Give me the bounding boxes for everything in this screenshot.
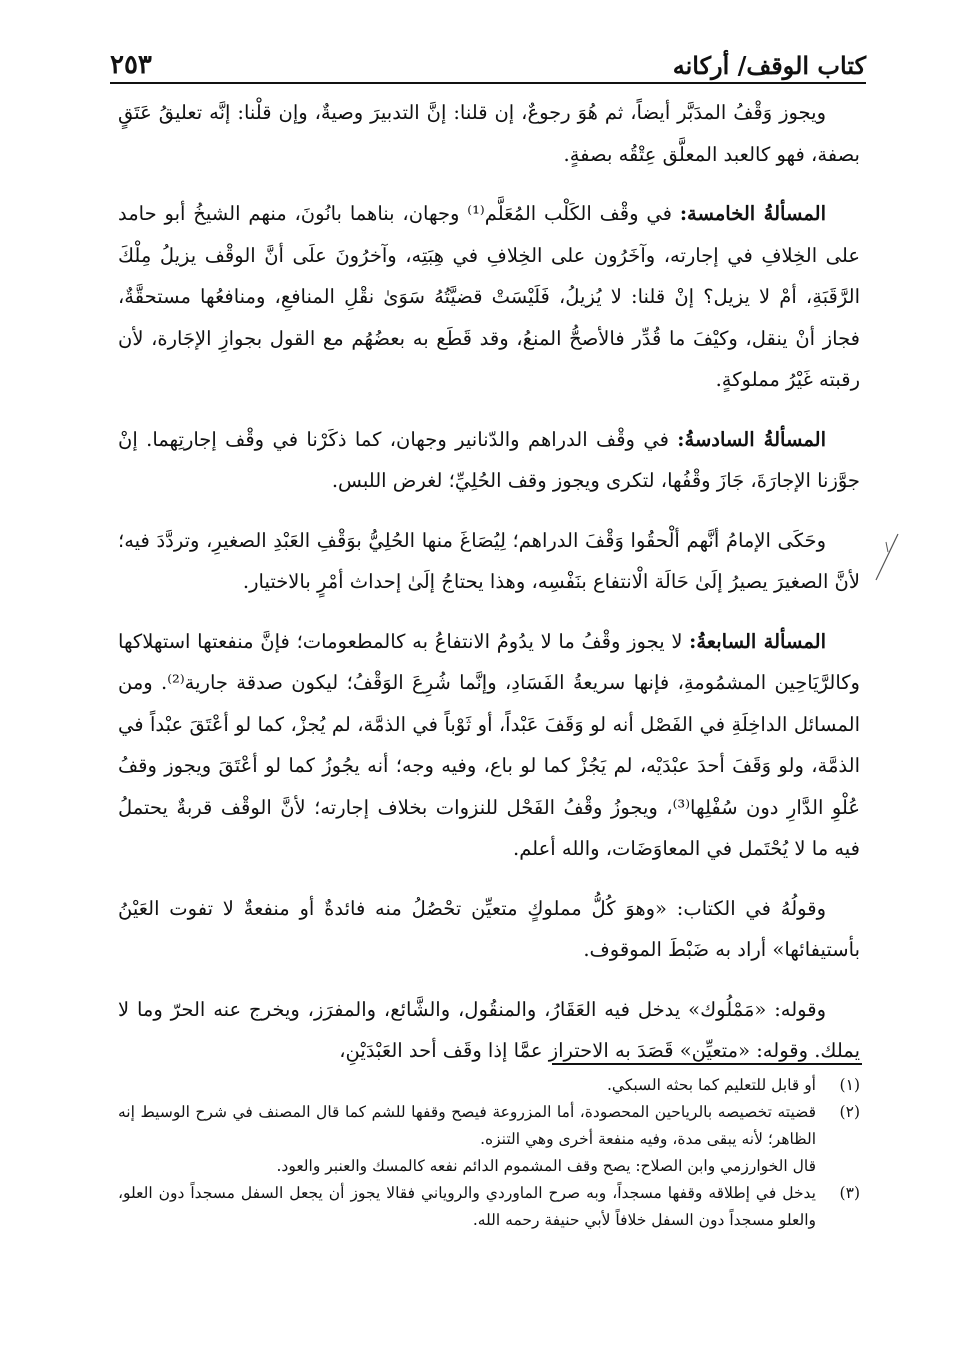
footnote-text	[118, 1072, 816, 1099]
running-title: كتاب الوقف/ أركانه	[672, 51, 866, 80]
footnote-text	[118, 1099, 816, 1180]
footnote-line: يدخل في إطلاقه وقفها مسجداً، وبه صرح الماوردي والروياني فقالا يجوز أن يجعل السفل مسجداً دون العلو، والعلو مسجداً دون السفل خلافاً لأبي حنيفة رحمه الله.	[118, 1184, 816, 1229]
footnote-separator	[552, 1063, 862, 1065]
footnote-number: (١)	[839, 1076, 860, 1094]
footnotes	[118, 1072, 860, 1234]
paragraph-book-quote	[118, 888, 860, 971]
margin-pencil-mark	[872, 532, 902, 582]
page-number: ٢٥٣	[110, 50, 152, 80]
paragraph-mudabbar	[118, 92, 860, 175]
paragraph-text: وقولُهُ في الكتاب: «وهوَ كُلُّ مملوكٍ متعيِّن تحْصُلُ منه فائدةٌ أو منفعةٌ لا تفوت العَيْنُ بأستيفائها» أراد به ضَبْطَ الموقوف.	[118, 896, 860, 961]
footnote-1	[118, 1072, 860, 1099]
footnote-3	[118, 1180, 860, 1234]
header-rule	[110, 82, 866, 84]
paragraph-issue-six	[118, 419, 860, 502]
page-header	[110, 30, 866, 80]
paragraph-text: وقوله: «مَمْلُوك» يدخل فيه العَقَارُ، والمنقُول، والشَّائع، والمفرَز، ويخرج عنه الحرّ وما لا يملك. وقوله: «متعيِّن» قَصَدَ به الاحتراز عمَّا إذا وقَف أحد العَبْدَيْنِ،	[118, 997, 860, 1062]
paragraph-lead: المسألةُ السادسةُ:	[677, 427, 827, 451]
paragraph-lead: المسألة السابعةُ:	[689, 629, 826, 653]
footnote-number: (٣)	[839, 1184, 860, 1202]
footnote-number: (٢)	[839, 1103, 860, 1121]
paragraph-text: ويجوز وَقْفُ المدَبَّر أيضاً، ثم هُوَ رجوعٌ، إن قلنا: إنَّ التدبيرَ وصيةٌ، وإن قلْنا: إنَّه تعليقُ عَتَقٍ بصفة، فهو كالعبد المعلَّق عِتْقُه بصفةٍ.	[118, 101, 860, 166]
footnote-line: قضيته تخصيصه بالرياحين المحصودة، أما المزروعة فيصح وقفها للشم كما قال المصنف في شرح الوسيط إنه الظاهر؛ لأنه يبقى مدة، وفيه منفعة أخرى وهي التنزه.	[118, 1103, 816, 1148]
paragraph-imam	[118, 520, 860, 603]
footnote-line: قال الخوارزمي وابن الصلاح: يصح وقف المشموم الدائم نفعه كالمسك والعنبر والعود.	[276, 1157, 816, 1175]
paragraph-issue-five	[118, 193, 860, 401]
paragraph-text: لا يجوز وقْفُ ما لا يدُومُ الانتفاعُ به كالمطعومات؛ فإنَّ منفعتها استهلاكها وكالرَّيَاحِين المشمُومةِ، فإنها سريعةُ الفَسَادِ، وإنَّما شُرِعَ الوَقْفُ؛ ليكون صدقة جارية⁽²⁾. ومن المسائل الداخِلَةِ في الفَصْل أنه لو وَقَفَ عَبْداً، أو ثَوْباً في الذمَّة، لم يُجزْ، كما لو أعْتَقَ عبْداً في الذمَّة، ولو وَقَفَ أحدَ عبْدَيْه، لم يَجُزْ كما لو باع، وفيه وجه؛ أنه يجُوزُ كما لو أعْتَقَ ويجوز وقفُ عُلْوِ الدَّارِ دون سُفْلِها⁽³⁾، ويجوزُ وقْفُ الفَحْل للنزوات بخلاف إجارته؛ لأنَّ الوقْف قربةٌ يحتملُ فيه ما لا يُحْتَمل في المعاوَضَات، والله أعلم.	[118, 629, 860, 860]
paragraph-mamluk	[118, 989, 860, 1072]
footnote-line: أو قابل للتعليم كما بحثه السبكي.	[606, 1076, 816, 1094]
paragraph-lead: المسألةُ الخامسة:	[679, 202, 826, 225]
main-text	[118, 92, 860, 1090]
paragraph-text: في وقْف الدراهم والدّنانير وجهان، كما ذكَرْنا في وقْف إجارتِهما. إنْ جوَّزنا الإجارَةَ، جَازَ وقْفُها، لتكرى ويجوز وقف الحُلِيِّ؛ لغرض اللبس.	[118, 427, 860, 492]
footnote-text	[118, 1180, 816, 1234]
footnote-2	[118, 1099, 860, 1180]
paragraph-text: في وقْف الكَلْب المُعَلَّم⁽¹⁾ وجهان، بناهما بانُونَ، منهم الشيخُ أبو حامد على الخِلافِ في إجارته، وآخَرُون على الخِلافِ في هِبَتِه، وآخرُونَ علَى أنَّ الوقْف يزيلُ مِلْكَ الرَّقَبَةِ، أمْ لا يزيل؟ إنْ قلنا: لا يُزيلُ، فَلَيْسَتْ قضيَّتُهُ سَوَىٰ نقْلِ المنافعِ، ومنافعُها مستحقَّةٌ، فجاز أنْ ينقل، وكيْفَ ما قُدِّر فالأصحُّ المنعُ، وقد قَطَع به بعضُهُم مع القول بجوازِ الإجَارة، لأن رقبته غَيْرُ مملوكةٍ.	[118, 202, 860, 391]
paragraph-issue-seven	[118, 621, 860, 870]
paragraph-text: وحَكَى الإمامُ أنَّهم ألْحقُوا وَقْفَ الدراهم؛ لِيُصَاغَ منها الحُلِيُّ بوَقْفِ العَبْدِ الصغيرِ، وتردَّدَ فيه؛ لأنَّ الصغيرَ يصيرُ إلَىٰ حَالَة الْانتفاع بنَفْسِه، وهذا يحتاجُ إلَىٰ إحداث أمْرٍ بالاختيار.	[118, 528, 860, 593]
